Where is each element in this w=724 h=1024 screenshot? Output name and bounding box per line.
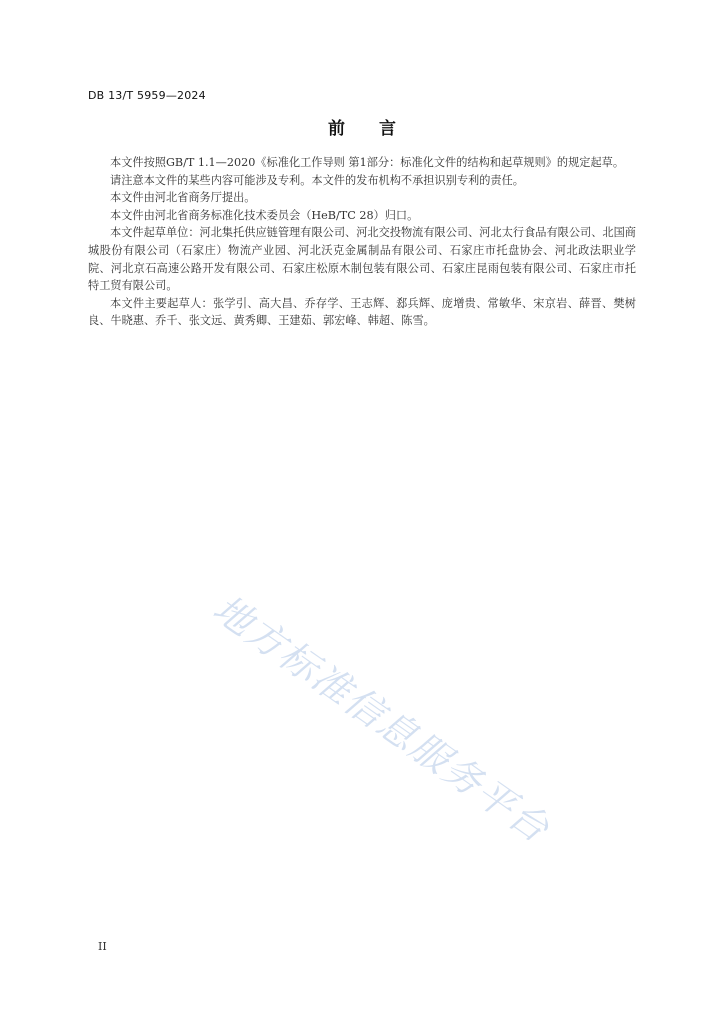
paragraph-technical-committee: 本文件由河北省商务标准化技术委员会（HeB/TC 28）归口。 [110,208,419,222]
paragraph-drafting-basis: 本文件按照GB/T 1.1—2020《标准化工作导则 第1部分：标准化文件的结构和起草规则》的规定起草。 [110,156,625,169]
paragraph-main-drafters: 本文件主要起草人：张学引、高大昌、乔存学、王志辉、郄兵辉、庞增贵、常敏华、宋京岩、薛晋、樊树良、牛晓惠、乔千、张文远、黄秀卿、王建茹、郭宏峰、韩超、陈雪。 [88,296,636,328]
paragraph-proposer: 本文件由河北省商务厅提出。 [110,191,256,205]
page-title: 前言 [328,119,430,139]
document-code: DB 13/T 5959—2024 [88,89,206,102]
foreword-body [88,154,636,330]
paragraph-patent-notice: 请注意本文件的某些内容可能涉及专利。本文件的发布机构不承担识别专利的责任。 [110,173,524,187]
paragraph-drafting-units: 本文件起草单位：河北集托供应链管理有限公司、河北交投物流有限公司、河北太行食品有限公司、北国商城股份有限公司（石家庄）物流产业园、河北沃克金属制品有限公司、石家庄市托盘协会、河北政法职业学院、河北京石高速公路开发有限公司、石家庄松原木制包装有限公司、石家庄昆雨包装有限公司、石家庄市托特工贸有限公司。 [88,226,636,293]
watermark: 地方标准信息服务平台 [205,586,559,852]
page-number: II [98,940,107,953]
